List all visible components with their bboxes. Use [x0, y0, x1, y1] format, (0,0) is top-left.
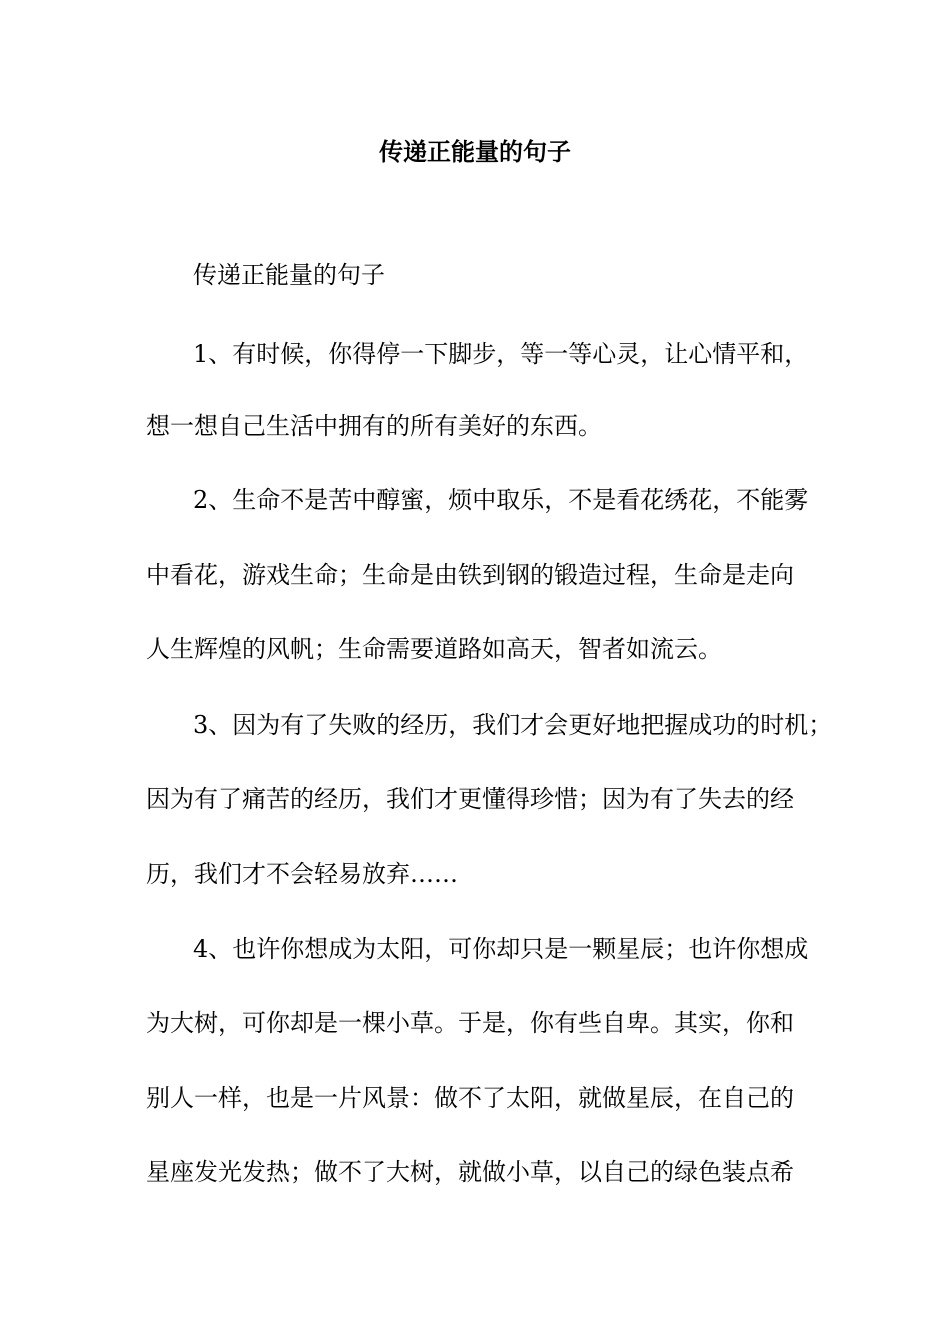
paragraph-2-line-3: 人生辉煌的风帆；生命需要道路如高天，智者如流云。 — [146, 635, 722, 663]
paragraph-2-line-1: 2、生命不是苦中醇蜜，烦中取乐，不是看花绣花，不能雾 — [193, 486, 809, 514]
paragraph-3-line-3: 历，我们才不会轻易放弃…… — [146, 860, 458, 888]
paragraph-4-line-3: 别人一样，也是一片风景：做不了太阳，就做星辰，在自己的 — [146, 1084, 794, 1112]
page-title: 传递正能量的句子 — [379, 137, 571, 166]
paragraph-3-line-2: 因为有了痛苦的经历，我们才更懂得珍惜；因为有了失去的经 — [146, 785, 794, 813]
paragraph-1-line-2: 想一想自己生活中拥有的所有美好的东西。 — [146, 412, 602, 440]
paragraph-3-line-1: 3、因为有了失败的经历，我们才会更好地把握成功的时机； — [193, 711, 833, 739]
subtitle-line: 传递正能量的句子 — [193, 261, 385, 289]
paragraph-4-line-1: 4、也许你想成为太阳，可你却只是一颗星辰；也许你想成 — [193, 935, 809, 963]
paragraph-4-line-2: 为大树，可你却是一棵小草。于是，你有些自卑。其实，你和 — [146, 1009, 794, 1037]
paragraph-2-line-2: 中看花，游戏生命；生命是由铁到钢的锻造过程，生命是走向 — [146, 561, 794, 589]
paragraph-4-line-4: 星座发光发热；做不了大树，就做小草，以自己的绿色装点希 — [146, 1158, 794, 1186]
paragraph-1-line-1: 1、有时候，你得停一下脚步，等一等心灵，让心情平和， — [193, 340, 809, 368]
